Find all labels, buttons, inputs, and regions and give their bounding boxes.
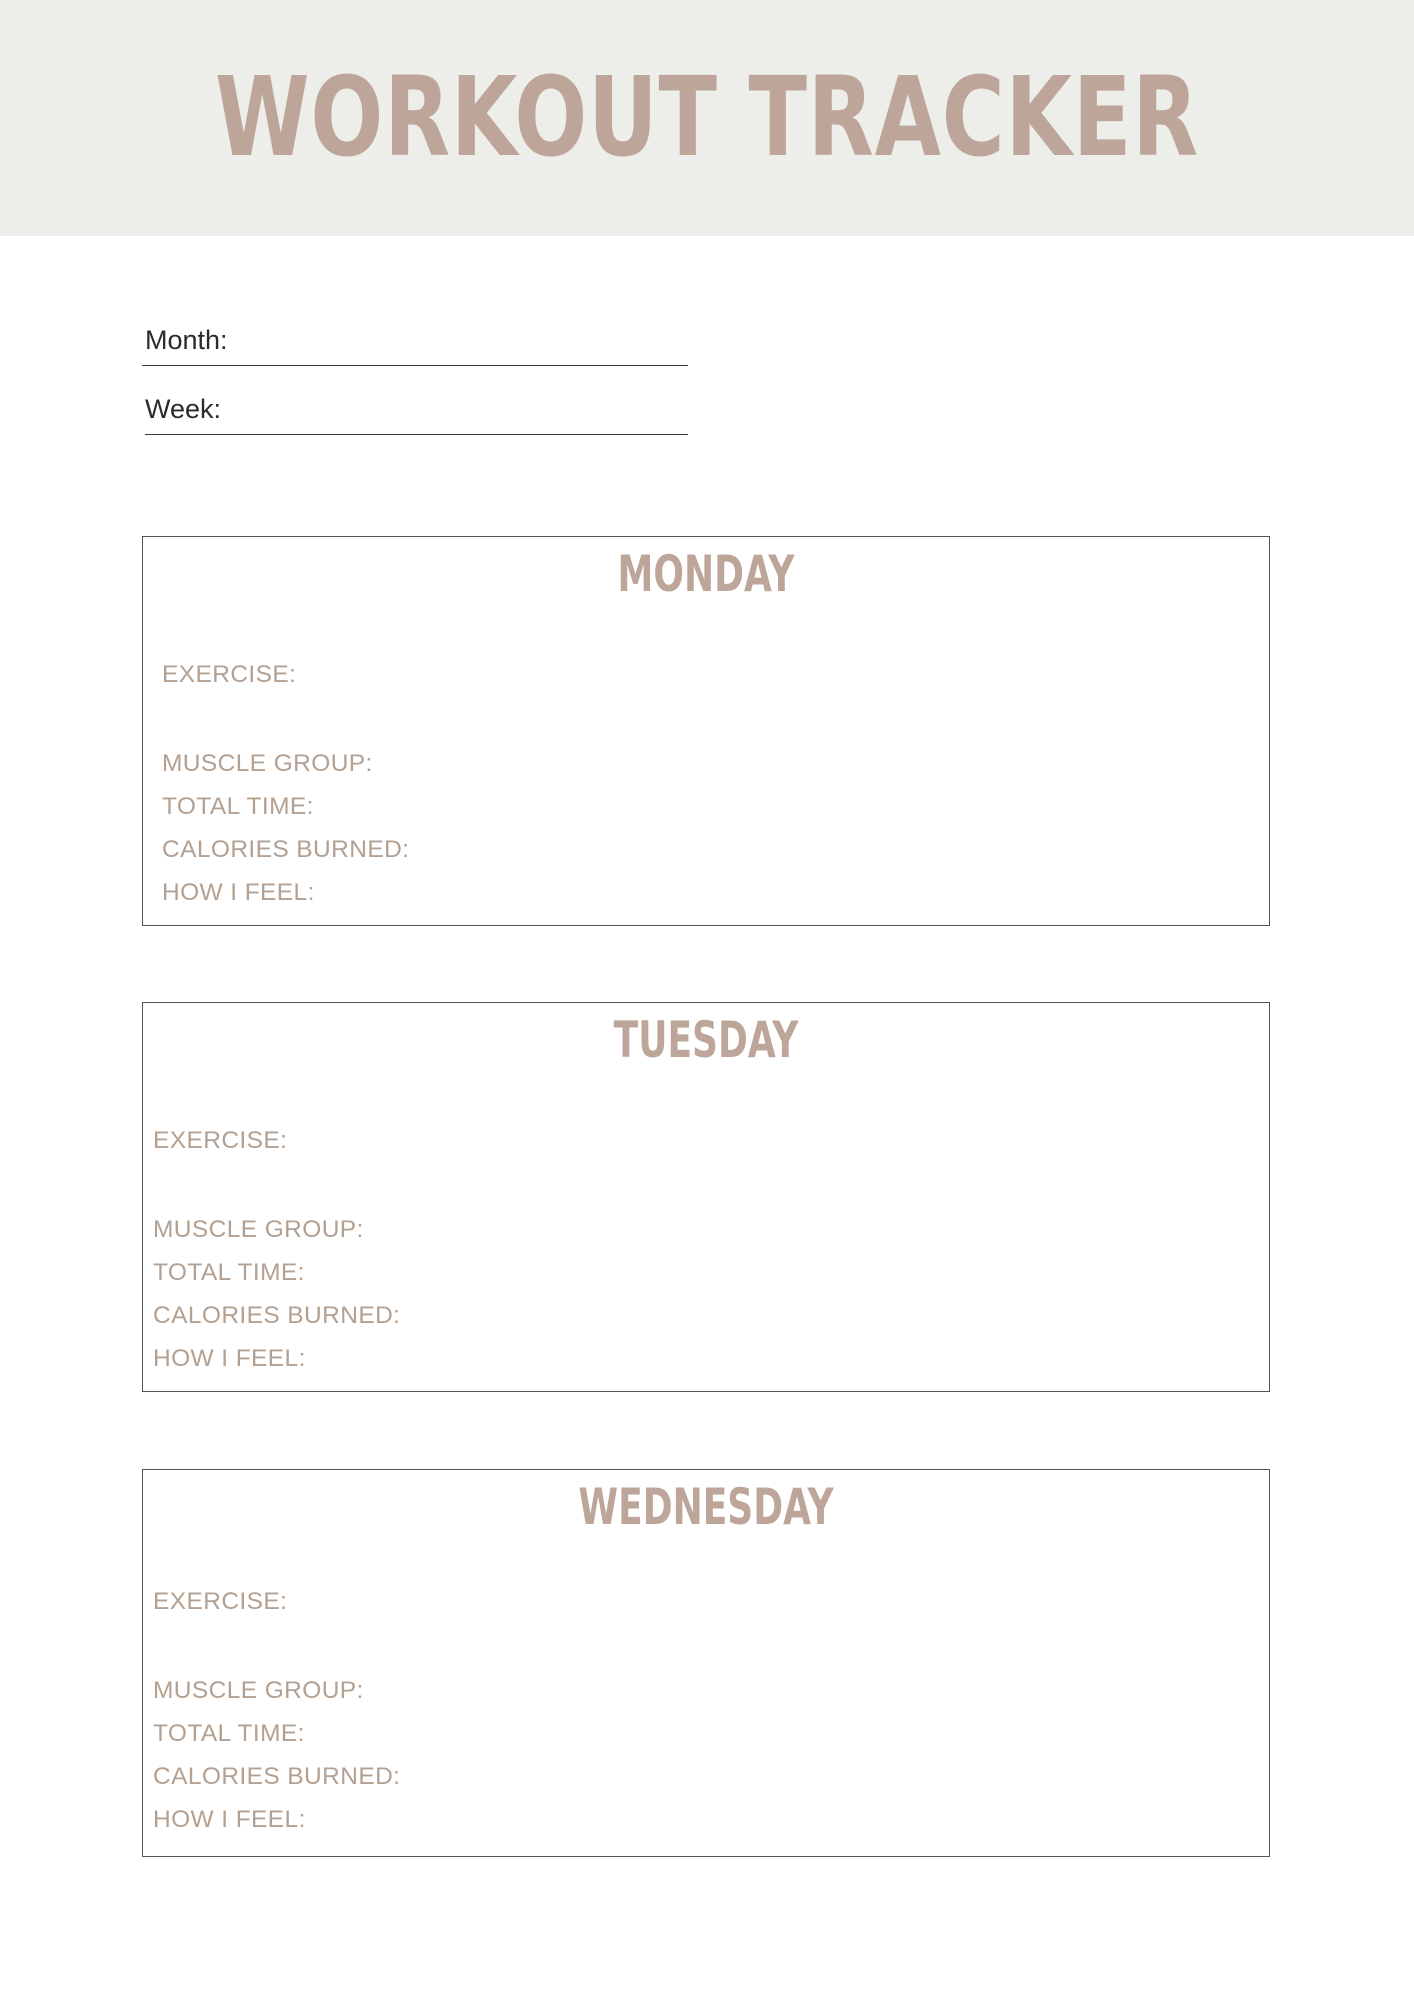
- day-card-monday: [142, 536, 1270, 926]
- month-field[interactable]: [142, 325, 688, 366]
- calories-burned-label: CALORIES BURNED:: [153, 1302, 401, 1329]
- week-field[interactable]: [145, 394, 688, 435]
- how-i-feel-label: HOW I FEEL:: [162, 879, 315, 906]
- exercise-label: EXERCISE:: [162, 661, 297, 688]
- how-i-feel-label: HOW I FEEL:: [153, 1345, 306, 1372]
- day-card-tuesday: [142, 1002, 1270, 1392]
- calories-burned-label: CALORIES BURNED:: [153, 1763, 401, 1790]
- day-card-wednesday: [142, 1469, 1270, 1857]
- day-title: MONDAY: [617, 545, 795, 603]
- muscle-group-label: MUSCLE GROUP:: [153, 1216, 364, 1243]
- month-label: Month:: [145, 325, 228, 355]
- day-title: WEDNESDAY: [578, 1478, 834, 1536]
- muscle-group-label: MUSCLE GROUP:: [153, 1677, 364, 1704]
- total-time-label: TOTAL TIME:: [153, 1259, 305, 1286]
- calories-burned-label: CALORIES BURNED:: [162, 836, 410, 863]
- exercise-label: EXERCISE:: [153, 1588, 288, 1615]
- how-i-feel-label: HOW I FEEL:: [153, 1806, 306, 1833]
- day-title: TUESDAY: [613, 1011, 799, 1069]
- total-time-label: TOTAL TIME:: [153, 1720, 305, 1747]
- page-title: WORKOUT TRACKER: [214, 53, 1200, 181]
- total-time-label: TOTAL TIME:: [162, 793, 314, 820]
- week-label: Week:: [145, 394, 222, 424]
- muscle-group-label: MUSCLE GROUP:: [162, 750, 373, 777]
- exercise-label: EXERCISE:: [153, 1127, 288, 1154]
